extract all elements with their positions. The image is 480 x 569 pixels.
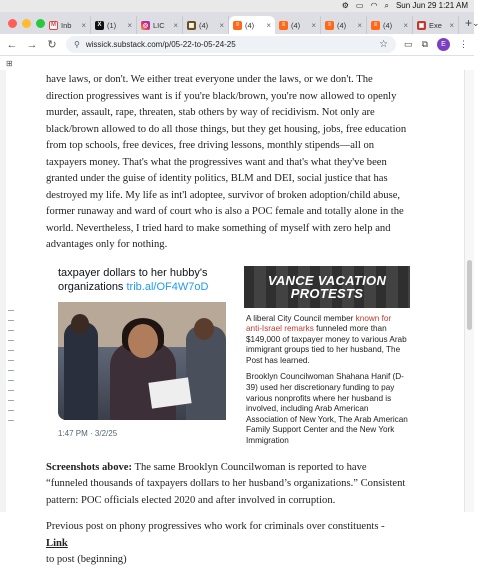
substack-icon: ≡ (325, 21, 334, 30)
macos-menubar (0, 0, 474, 12)
article-paragraph (46, 460, 408, 510)
page-content (0, 70, 474, 565)
screenshots-row (46, 266, 408, 452)
tab-strip (0, 12, 480, 34)
news-banner (244, 266, 410, 308)
ext-icon: ▣ (418, 22, 425, 29)
tweet-timestamp: 1:47 PM · 3/2/25 (58, 428, 118, 438)
tab-label: Exe (429, 20, 442, 30)
tab-label: (4) (337, 20, 347, 30)
tab-x[interactable] (91, 16, 137, 34)
search-icon[interactable]: ⌕ (384, 1, 389, 10)
close-icon[interactable]: × (357, 20, 362, 30)
profile-avatar[interactable]: E (437, 38, 450, 51)
left-gutter (0, 70, 6, 512)
tab-substack[interactable] (367, 16, 413, 34)
menubar-clock[interactable]: Sun Jun 29 1:21 AM (395, 1, 468, 10)
substack-icon: ≡ (279, 21, 288, 30)
tab-ext[interactable] (413, 16, 459, 34)
tab-label: (4) (245, 20, 255, 30)
article-paragraph (46, 519, 408, 569)
previous-post-tail: to post (beginning) (46, 554, 127, 565)
site-icon: ▦ (188, 22, 195, 29)
gmail-icon: M (51, 22, 56, 28)
tab-substack[interactable] (275, 16, 321, 34)
banner-title: VANCE VACATION PROTESTS (267, 272, 387, 301)
tab-substack[interactable] (321, 16, 367, 34)
tab-gmail[interactable] (45, 16, 91, 34)
browser-toolbar (0, 34, 474, 56)
tab-substack-active[interactable] (229, 16, 275, 34)
tweet-text (54, 266, 234, 294)
previous-post-text: Previous post on phony progressives who work for criminals over constituents - (46, 521, 385, 532)
close-icon[interactable]: × (173, 20, 178, 30)
close-icon[interactable]: × (403, 20, 408, 30)
news-paragraph (244, 314, 410, 367)
tweet-link[interactable]: trib.al/OF4W7oD (126, 280, 209, 293)
forward-icon[interactable]: → (26, 38, 38, 51)
bookmarks-bar (0, 56, 474, 70)
close-icon[interactable]: × (219, 20, 224, 30)
tab-site[interactable] (183, 16, 229, 34)
news-highlight: known for anti-Israel remarks (246, 313, 392, 334)
close-icon[interactable]: × (311, 20, 316, 30)
section-ticks (8, 310, 14, 430)
news-text: funneled more than $149,000 of taxpayer money to various Arab immigrant groups tied to her husband, The Post has learned. (246, 324, 407, 365)
tweet-body: taxpayer dollars to her hubby's organizations (58, 266, 208, 293)
menu-icon[interactable]: ⋮ (459, 39, 468, 49)
news-article-screenshot[interactable] (244, 266, 410, 452)
close-icon[interactable]: × (81, 20, 86, 30)
caption-label: Screenshots above: (46, 461, 133, 473)
bookmark-star-icon[interactable]: ☆ (379, 39, 389, 50)
window-controls (0, 19, 45, 28)
close-window-button[interactable] (8, 19, 17, 28)
apps-grid-icon[interactable]: ⊞ (6, 58, 13, 68)
tab-label: (1) (107, 20, 117, 30)
instagram-icon: ◎ (142, 22, 149, 29)
tab-label: (4) (199, 20, 209, 30)
zoom-window-button[interactable] (36, 19, 45, 28)
x-icon: X (95, 21, 104, 30)
wifi-icon[interactable]: ◠ (370, 1, 378, 10)
close-icon[interactable]: × (449, 20, 454, 30)
article-paragraph: have laws, or don't. We either treat everyone under the laws, or we don't. The direction progressives want is if you're black/brown, you're now allowed to openly murder, assault, rape, threaten, stab others by way of recidivism. Not only are black/brown allowed to do all those things, but they get housing, jobs, free education from top schools, free devices, free driving lessons, monthly stipends—all on taxpayers money. That's what the progressives want and that's what they've been granted under the guise of identity politics, BLM and DEI, social justice that has destroyed my life. My life as int'l adoptee, survivor of broken adoption/child abuse, former runaway and ward of court who is also a POC female and totally alone in the world. Nevertheless, I tried hard to make something of myself with zero help and advantages only for nothing. (46, 74, 407, 250)
url-text[interactable]: wissick.substack.com/p/05-22-to-05-24-25 (85, 40, 236, 49)
close-icon[interactable]: × (127, 20, 132, 30)
tab-label: Inb (61, 20, 72, 30)
control-center-icon[interactable]: ⚙ (341, 1, 349, 10)
article-body (46, 72, 408, 569)
close-icon[interactable]: × (266, 20, 271, 30)
minimize-window-button[interactable] (22, 19, 31, 28)
extensions-icon[interactable]: ⧉ (421, 39, 428, 49)
substack-icon: ≡ (233, 21, 242, 30)
tweet-photo (58, 302, 226, 420)
new-tab-button[interactable]: + (465, 16, 473, 30)
scrollbar-thumb[interactable] (467, 260, 472, 330)
cast-icon[interactable]: ▭ (404, 39, 413, 49)
address-bar[interactable] (66, 36, 396, 53)
news-paragraph: Brooklyn Councilwoman Shahana Hanif (D-39) used her discretionary funding to pay various nonprofits where her husband is involved, including Arab American Association of New York, The Arab American Family Support Center and the New York Immigration (246, 372, 408, 446)
tab-label: LIC (153, 20, 165, 30)
site-info-icon[interactable]: ⚲ (74, 40, 80, 49)
back-icon[interactable]: ← (6, 38, 18, 51)
news-text: A liberal City Council member (246, 313, 356, 323)
previous-post-link[interactable]: Link (46, 537, 68, 549)
tab-label: (4) (383, 20, 393, 30)
toolbar-actions (404, 38, 468, 51)
caption-text: The same Brooklyn Councilwoman is reported to have “funneled thousands of taxpayers dollars to her husband’s organizations.” Consistent pattern: POC officials elected 2020 and after involved in corruption. (46, 461, 406, 506)
substack-icon: ≡ (371, 21, 380, 30)
tab-list (45, 12, 459, 34)
battery-icon[interactable]: ▭ (355, 1, 364, 10)
tab-instagram[interactable] (137, 16, 183, 34)
reload-icon[interactable]: ↻ (47, 39, 57, 51)
tab-label: (4) (291, 20, 301, 30)
tweet-screenshot[interactable] (54, 266, 234, 452)
tab-search-icon[interactable]: ⌄ (472, 17, 480, 28)
